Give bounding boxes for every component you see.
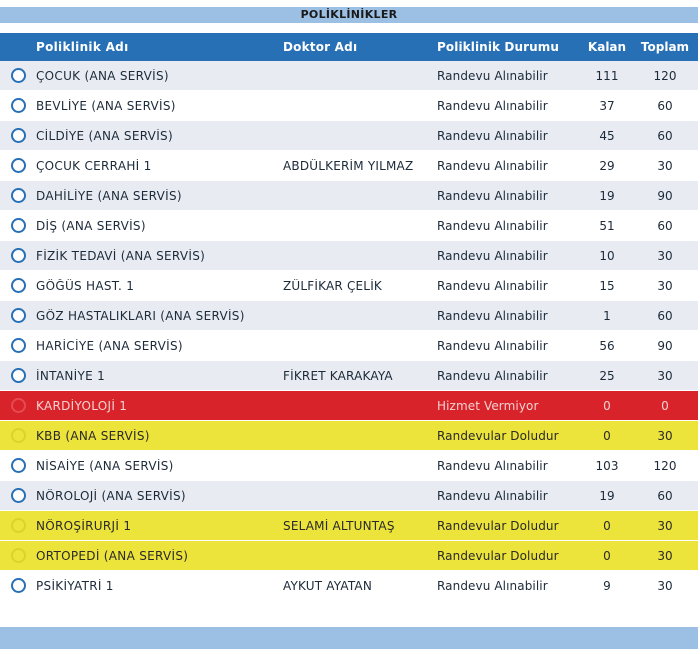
row-status: Randevu Alınabilir	[437, 248, 548, 263]
polyclinic-table	[0, 33, 698, 601]
row-radio-cell	[0, 128, 36, 143]
table-row[interactable]	[0, 151, 698, 181]
row-toplam: 30	[657, 578, 673, 593]
header-toplam: Toplam	[640, 40, 690, 54]
page-title: POLİKLİNİKLER	[0, 7, 698, 23]
row-status: Randevu Alınabilir	[437, 278, 548, 293]
row-status: Randevular Doludur	[437, 428, 559, 443]
header-name: Poliklinik Adı	[36, 40, 129, 54]
row-name: HARİCİYE (ANA SERVİS)	[36, 338, 183, 353]
row-radio-cell	[0, 188, 36, 203]
row-name: DAHİLİYE (ANA SERVİS)	[36, 188, 182, 203]
row-name: GÖZ HASTALIKLARI (ANA SERVİS)	[36, 308, 245, 323]
row-status: Randevu Alınabilir	[437, 158, 548, 173]
row-toplam: 30	[657, 428, 673, 443]
row-toplam: 60	[657, 308, 673, 323]
row-status: Randevu Alınabilir	[437, 98, 548, 113]
row-name: KARDİYOLOJİ 1	[36, 398, 128, 413]
row-name: ÇOCUK (ANA SERVİS)	[36, 68, 169, 83]
row-radio-cell	[0, 158, 36, 173]
row-radio-cell	[0, 308, 36, 323]
table-row	[0, 511, 698, 541]
row-toplam: 60	[657, 488, 673, 503]
table-row[interactable]	[0, 271, 698, 301]
row-kalan: 15	[599, 278, 615, 293]
table-row	[0, 421, 698, 451]
table-row[interactable]	[0, 361, 698, 391]
row-radio-cell	[0, 428, 36, 443]
table-row	[0, 541, 698, 571]
row-status: Randevu Alınabilir	[437, 368, 548, 383]
row-kalan: 0	[603, 398, 611, 413]
row-kalan: 103	[595, 458, 619, 473]
row-status: Randevu Alınabilir	[437, 128, 548, 143]
row-toplam: 30	[657, 158, 673, 173]
row-radio-cell	[0, 458, 36, 473]
select-radio[interactable]	[11, 248, 26, 263]
select-radio[interactable]	[11, 128, 26, 143]
row-kalan: 56	[599, 338, 615, 353]
row-kalan: 0	[603, 518, 611, 533]
row-radio-cell	[0, 368, 36, 383]
row-name: İNTANİYE 1	[36, 368, 105, 383]
row-name: CİLDİYE (ANA SERVİS)	[36, 128, 173, 143]
select-radio[interactable]	[11, 158, 26, 173]
row-radio-cell	[0, 278, 36, 293]
row-radio-cell	[0, 548, 36, 563]
select-radio[interactable]	[11, 188, 26, 203]
select-radio	[11, 428, 26, 443]
row-status: Randevu Alınabilir	[437, 338, 548, 353]
row-name: NÖROŞİRURJİ 1	[36, 518, 132, 533]
row-status: Randevu Alınabilir	[437, 578, 548, 593]
row-doctor: ZÜLFİKAR ÇELİK	[283, 278, 383, 293]
table-body	[0, 61, 698, 601]
row-kalan: 1	[603, 308, 611, 323]
row-radio-cell	[0, 518, 36, 533]
footer-bar	[0, 627, 698, 649]
select-radio[interactable]	[11, 68, 26, 83]
row-name: GÖĞÜS HAST. 1	[36, 278, 135, 293]
select-radio[interactable]	[11, 308, 26, 323]
row-radio-cell	[0, 398, 36, 413]
table-row[interactable]	[0, 91, 698, 121]
row-name: KBB (ANA SERVİS)	[36, 428, 150, 443]
row-toplam: 90	[657, 188, 673, 203]
row-status: Randevular Doludur	[437, 518, 559, 533]
row-toplam: 30	[657, 368, 673, 383]
table-row[interactable]	[0, 481, 698, 511]
row-name: DİŞ (ANA SERVİS)	[36, 218, 146, 233]
select-radio	[11, 518, 26, 533]
row-status: Randevular Doludur	[437, 548, 559, 563]
row-status: Randevu Alınabilir	[437, 488, 548, 503]
row-toplam: 60	[657, 128, 673, 143]
table-row[interactable]	[0, 241, 698, 271]
table-row[interactable]	[0, 61, 698, 91]
select-radio	[11, 398, 26, 413]
row-toplam: 30	[657, 278, 673, 293]
table-row[interactable]	[0, 571, 698, 601]
row-name: BEVLİYE (ANA SERVİS)	[36, 98, 176, 113]
select-radio[interactable]	[11, 338, 26, 353]
row-kalan: 45	[599, 128, 615, 143]
row-kalan: 10	[599, 248, 615, 263]
table-header	[0, 33, 698, 61]
row-toplam: 60	[657, 98, 673, 113]
select-radio[interactable]	[11, 458, 26, 473]
select-radio	[11, 548, 26, 563]
select-radio[interactable]	[11, 488, 26, 503]
table-row[interactable]	[0, 211, 698, 241]
row-name: ÇOCUK CERRAHİ 1	[36, 158, 152, 173]
row-kalan: 37	[599, 98, 615, 113]
row-doctor: AYKUT AYATAN	[283, 578, 373, 593]
row-kalan: 19	[599, 488, 615, 503]
row-toplam: 120	[653, 68, 677, 83]
select-radio[interactable]	[11, 368, 26, 383]
row-kalan: 0	[603, 428, 611, 443]
row-kalan: 29	[599, 158, 615, 173]
row-doctor: ABDÜLKERİM YILMAZ	[283, 158, 414, 173]
select-radio[interactable]	[11, 578, 26, 593]
table-row[interactable]	[0, 301, 698, 331]
row-kalan: 51	[599, 218, 615, 233]
row-status: Hizmet Vermiyor	[437, 398, 539, 413]
row-toplam: 30	[657, 248, 673, 263]
row-toplam: 0	[661, 398, 669, 413]
row-doctor: FİKRET KARAKAYA	[283, 368, 393, 383]
row-toplam: 90	[657, 338, 673, 353]
row-name: FİZİK TEDAVİ (ANA SERVİS)	[36, 248, 206, 263]
row-kalan: 19	[599, 188, 615, 203]
row-radio-cell	[0, 218, 36, 233]
row-status: Randevu Alınabilir	[437, 218, 548, 233]
select-radio[interactable]	[11, 278, 26, 293]
row-status: Randevu Alınabilir	[437, 308, 548, 323]
row-name: NİSAİYE (ANA SERVİS)	[36, 458, 174, 473]
row-name: PSİKİYATRİ 1	[36, 578, 114, 593]
select-radio[interactable]	[11, 218, 26, 233]
row-doctor: SELAMİ ALTUNTAŞ	[283, 518, 395, 533]
header-status: Poliklinik Durumu	[437, 40, 559, 54]
header-doctor: Doktor Adı	[283, 40, 358, 54]
row-kalan: 111	[595, 68, 619, 83]
row-name: NÖROLOJİ (ANA SERVİS)	[36, 488, 186, 503]
row-name: ORTOPEDİ (ANA SERVİS)	[36, 548, 189, 563]
row-toplam: 30	[657, 548, 673, 563]
table-row[interactable]	[0, 121, 698, 151]
row-radio-cell	[0, 488, 36, 503]
table-row	[0, 391, 698, 421]
row-toplam: 120	[653, 458, 677, 473]
table-row[interactable]	[0, 331, 698, 361]
row-toplam: 30	[657, 518, 673, 533]
row-kalan: 9	[603, 578, 611, 593]
row-kalan: 0	[603, 548, 611, 563]
row-status: Randevu Alınabilir	[437, 68, 548, 83]
row-status: Randevu Alınabilir	[437, 458, 548, 473]
row-radio-cell	[0, 98, 36, 113]
row-radio-cell	[0, 338, 36, 353]
row-kalan: 25	[599, 368, 615, 383]
row-radio-cell	[0, 68, 36, 83]
row-radio-cell	[0, 248, 36, 263]
header-kalan: Kalan	[587, 40, 627, 54]
table-row[interactable]	[0, 451, 698, 481]
row-radio-cell	[0, 578, 36, 593]
table-row[interactable]	[0, 181, 698, 211]
select-radio[interactable]	[11, 98, 26, 113]
row-toplam: 60	[657, 218, 673, 233]
row-status: Randevu Alınabilir	[437, 188, 548, 203]
